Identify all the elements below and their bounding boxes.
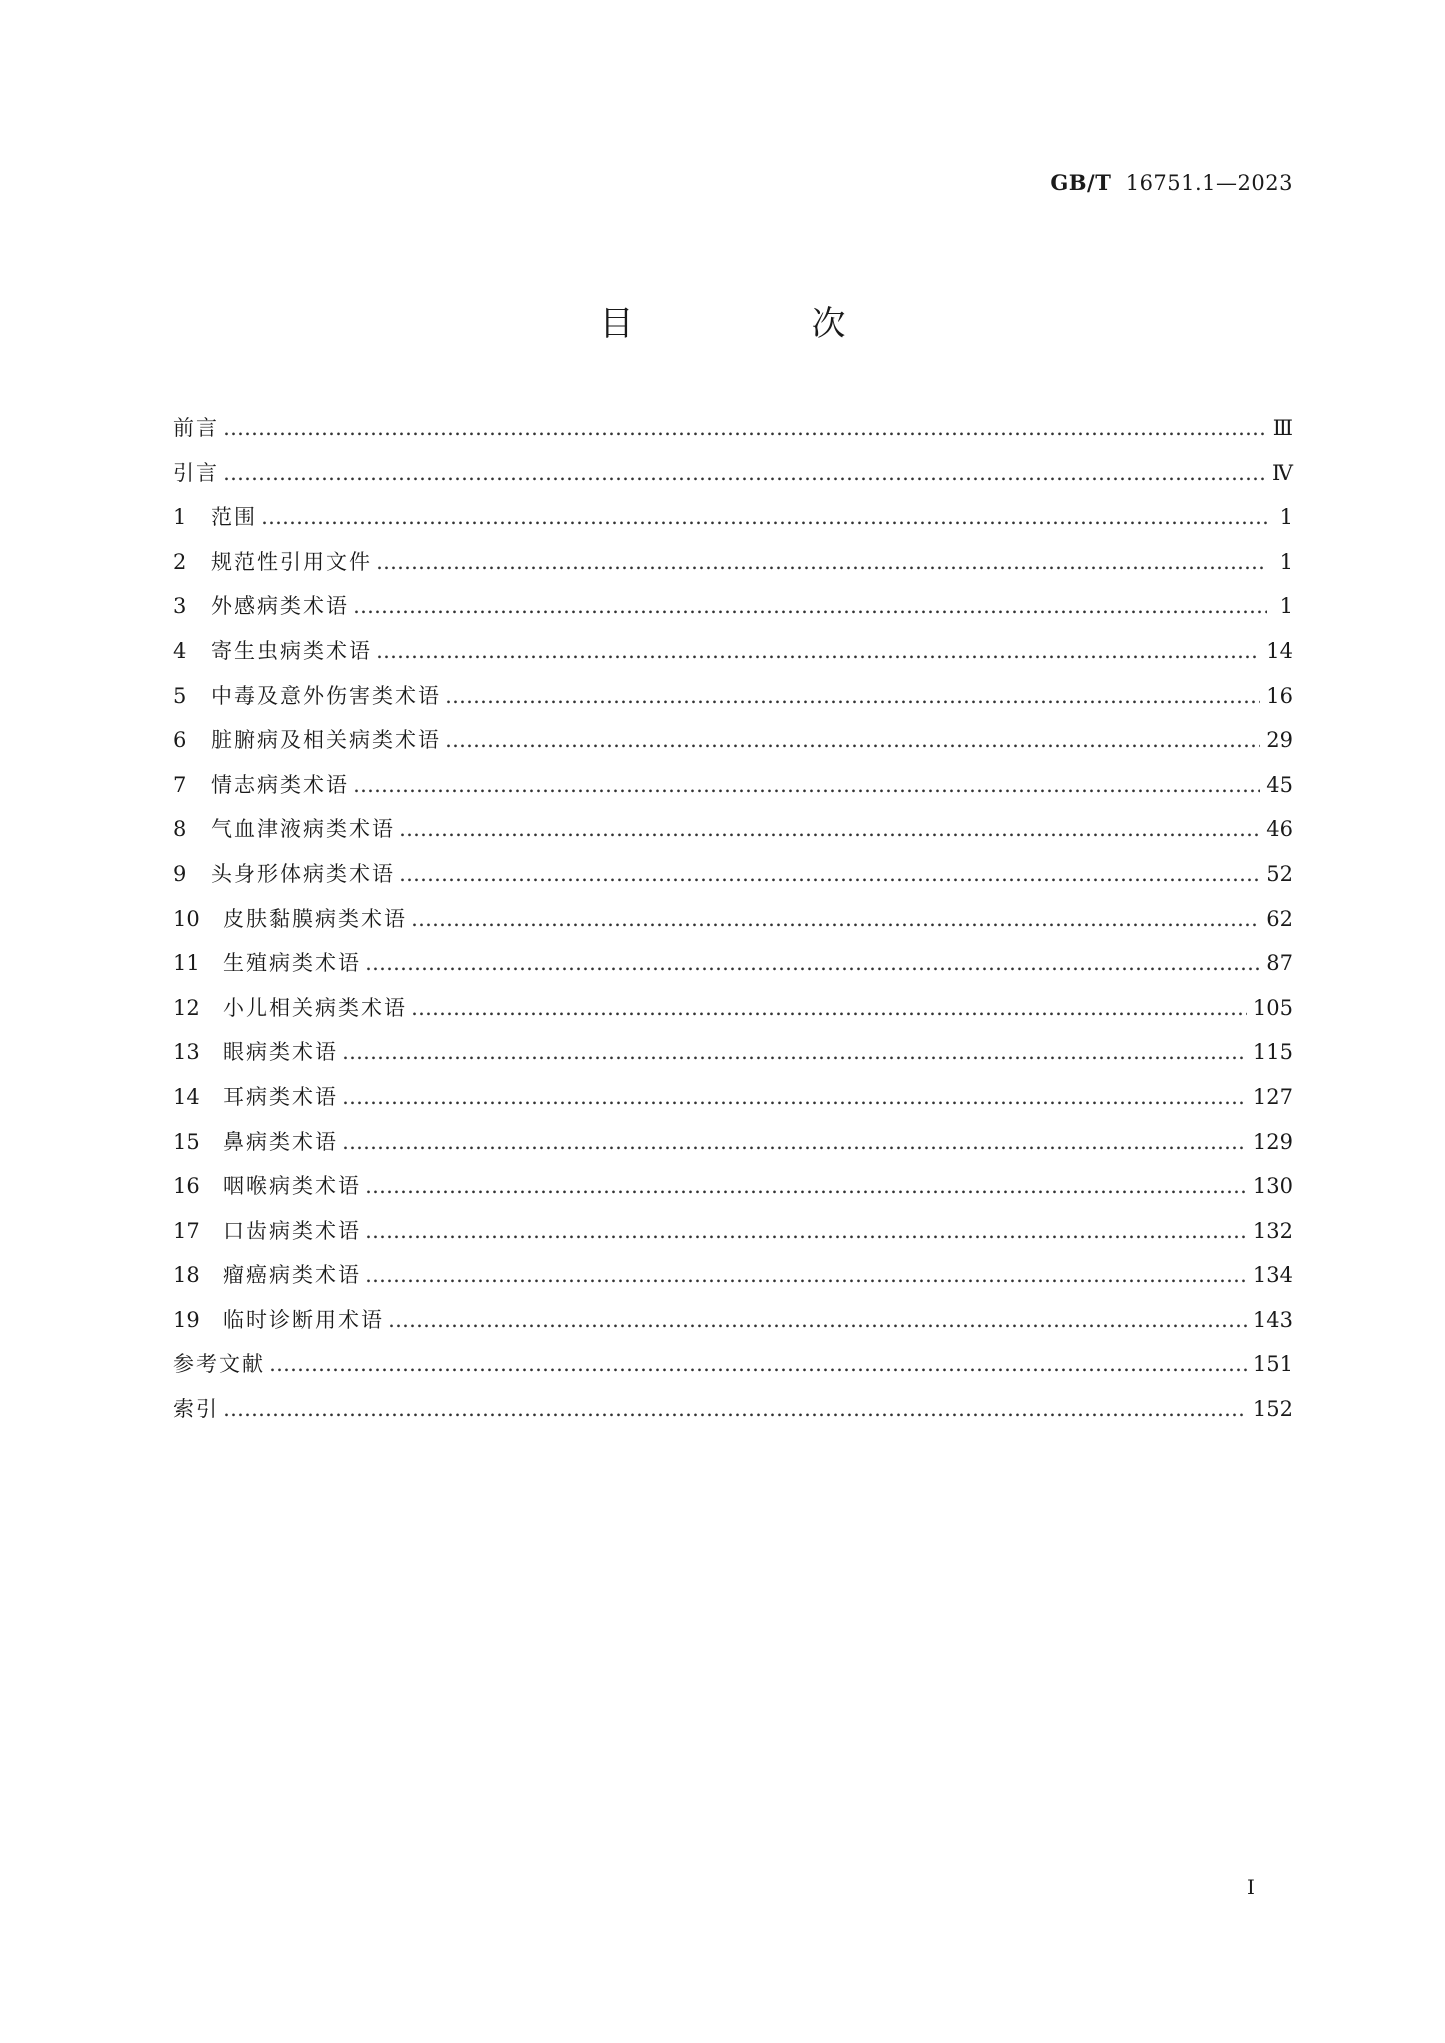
toc-entry-label: 气血津液病类术语 bbox=[211, 817, 395, 842]
toc-leader-dots bbox=[445, 684, 1260, 708]
toc-entry-label: 参考文献 bbox=[173, 1352, 265, 1377]
toc-entry-label: 头身形体病类术语 bbox=[211, 861, 395, 886]
toc-leader-dots bbox=[365, 1174, 1247, 1198]
standard-code-number: 16751.1—2023 bbox=[1125, 171, 1293, 195]
toc-entry-number: 4 bbox=[173, 638, 187, 663]
toc-entry[interactable] bbox=[173, 903, 1293, 948]
toc-leader-dots bbox=[399, 817, 1260, 841]
toc-entry[interactable] bbox=[173, 1348, 1293, 1393]
toc-entry[interactable] bbox=[173, 1170, 1293, 1215]
toc-entry-page: 129 bbox=[1252, 1129, 1293, 1154]
toc-entry-label: 外感病类术语 bbox=[211, 594, 349, 619]
toc-leader-dots bbox=[269, 1352, 1247, 1376]
toc-entry-number: 13 bbox=[173, 1040, 200, 1065]
toc-entry-page: 62 bbox=[1266, 906, 1293, 931]
toc-entry-number: 5 bbox=[173, 683, 187, 708]
toc-leader-dots bbox=[365, 1219, 1247, 1243]
toc-entry-label: 中毒及意外伤害类术语 bbox=[211, 683, 441, 708]
toc-entry-number: 18 bbox=[173, 1263, 200, 1288]
toc-leader-dots bbox=[365, 1263, 1247, 1287]
toc-entry-label: 生殖病类术语 bbox=[223, 951, 361, 976]
toc-entry-number: 10 bbox=[173, 906, 200, 931]
toc-leader-dots bbox=[342, 1085, 1247, 1109]
toc-leader-dots bbox=[376, 550, 1267, 574]
toc-entry-number: 8 bbox=[173, 817, 187, 842]
toc-entry-page: 87 bbox=[1266, 951, 1293, 976]
toc-entry-number: 11 bbox=[173, 951, 200, 976]
toc-entry-page: 45 bbox=[1266, 772, 1293, 797]
toc-leader-dots bbox=[388, 1308, 1247, 1332]
toc-entry-number: 14 bbox=[173, 1084, 200, 1109]
toc-leader-dots bbox=[399, 862, 1260, 886]
toc-leader-dots bbox=[223, 416, 1267, 440]
toc-entry-label: 引言 bbox=[173, 460, 219, 485]
toc-entry[interactable] bbox=[173, 590, 1293, 635]
toc-entry-page: 16 bbox=[1266, 683, 1293, 708]
toc-entry-label: 瘤癌病类术语 bbox=[223, 1263, 361, 1288]
toc-entry-page: 29 bbox=[1266, 728, 1293, 753]
toc-entry[interactable] bbox=[173, 1036, 1293, 1081]
toc-entry-number: 2 bbox=[173, 549, 187, 574]
toc-entry[interactable] bbox=[173, 769, 1293, 814]
page-title: 目 次 bbox=[599, 304, 918, 344]
toc-entry-page: 130 bbox=[1252, 1174, 1293, 1199]
toc-entry[interactable] bbox=[173, 1215, 1293, 1260]
toc-entry-page: 132 bbox=[1252, 1218, 1293, 1243]
toc-leader-dots bbox=[365, 951, 1260, 975]
standard-code-prefix: GB/T bbox=[1050, 170, 1112, 195]
toc-entry-page: 115 bbox=[1252, 1040, 1293, 1065]
toc-entry-number: 19 bbox=[173, 1307, 200, 1332]
toc-entry-label: 口齿病类术语 bbox=[223, 1218, 361, 1243]
toc-entry[interactable] bbox=[173, 501, 1293, 546]
toc-entry[interactable] bbox=[173, 813, 1293, 858]
toc-entry[interactable] bbox=[173, 724, 1293, 769]
toc-entry-number: 1 bbox=[173, 505, 187, 530]
toc-entry-number: 6 bbox=[173, 728, 187, 753]
toc-entry[interactable] bbox=[173, 947, 1293, 992]
toc-entry-page: 105 bbox=[1252, 995, 1293, 1020]
toc-entry-number: 15 bbox=[173, 1129, 200, 1154]
toc-entry-page: 1 bbox=[1279, 594, 1293, 619]
toc-leader-dots bbox=[342, 1040, 1247, 1064]
toc-entry-page: Ⅳ bbox=[1272, 460, 1293, 485]
toc-entry-label: 前言 bbox=[173, 416, 219, 440]
toc-entry-page: 14 bbox=[1266, 638, 1293, 663]
toc-leader-dots bbox=[223, 461, 1266, 485]
toc-entry-label: 寄生虫病类术语 bbox=[211, 638, 372, 663]
toc-entry-page: 46 bbox=[1266, 817, 1293, 842]
toc-entry[interactable] bbox=[173, 1259, 1293, 1304]
toc-leader-dots bbox=[411, 907, 1260, 931]
toc-entry[interactable] bbox=[173, 635, 1293, 680]
toc-entry-page: Ⅲ bbox=[1272, 416, 1293, 440]
toc-entry[interactable] bbox=[173, 1081, 1293, 1126]
toc-entry-label: 情志病类术语 bbox=[211, 772, 349, 797]
toc-leader-dots bbox=[223, 1397, 1247, 1421]
toc-entry-page: 127 bbox=[1252, 1084, 1293, 1109]
toc-leader-dots bbox=[342, 1130, 1247, 1154]
toc-entry[interactable] bbox=[173, 992, 1293, 1037]
toc-entry-label: 脏腑病及相关病类术语 bbox=[211, 728, 441, 753]
toc-entry-number: 7 bbox=[173, 772, 187, 797]
toc-entry-label: 鼻病类术语 bbox=[223, 1129, 338, 1154]
toc-entry-page: 52 bbox=[1266, 861, 1293, 886]
toc-entry-page: 143 bbox=[1252, 1307, 1293, 1332]
toc-entry[interactable] bbox=[173, 457, 1293, 502]
toc-entry[interactable] bbox=[173, 680, 1293, 725]
toc-entry[interactable] bbox=[173, 546, 1293, 591]
standard-code bbox=[1050, 170, 1293, 195]
toc-entry-page: 1 bbox=[1279, 549, 1293, 574]
toc-entry[interactable] bbox=[173, 412, 1293, 457]
toc-entry-label: 咽喉病类术语 bbox=[223, 1174, 361, 1199]
toc-entry-number: 16 bbox=[173, 1174, 200, 1199]
toc-leader-dots bbox=[353, 773, 1260, 797]
toc-entry-label: 皮肤黏膜病类术语 bbox=[223, 906, 407, 931]
toc-entry-label: 索引 bbox=[173, 1397, 219, 1422]
toc-entry-number: 9 bbox=[173, 861, 187, 886]
toc-entry-page: 152 bbox=[1252, 1397, 1293, 1422]
toc-entry-label: 临时诊断用术语 bbox=[223, 1307, 384, 1332]
toc-entry[interactable] bbox=[173, 1304, 1293, 1349]
toc-entry[interactable] bbox=[173, 1393, 1293, 1438]
toc-leader-dots bbox=[376, 639, 1260, 663]
toc-entry-number: 17 bbox=[173, 1218, 200, 1243]
toc-entry-page: 1 bbox=[1279, 505, 1293, 530]
toc-leader-dots bbox=[445, 728, 1260, 752]
toc-entry-number: 12 bbox=[173, 995, 200, 1020]
toc-leader-dots bbox=[353, 594, 1267, 618]
toc-leader-dots bbox=[261, 505, 1267, 529]
toc-entry-label: 眼病类术语 bbox=[223, 1040, 338, 1065]
table-of-contents bbox=[173, 412, 1293, 1438]
toc-entry-label: 范围 bbox=[211, 505, 257, 530]
toc-entry-label: 规范性引用文件 bbox=[211, 549, 372, 574]
toc-entry-page: 134 bbox=[1252, 1263, 1293, 1288]
toc-entry-label: 耳病类术语 bbox=[223, 1084, 338, 1109]
toc-entry[interactable] bbox=[173, 1126, 1293, 1171]
toc-entry-page: 151 bbox=[1252, 1352, 1293, 1377]
toc-leader-dots bbox=[411, 996, 1247, 1020]
toc-entry-label: 小儿相关病类术语 bbox=[223, 995, 407, 1020]
toc-entry-number: 3 bbox=[173, 594, 187, 619]
toc-entry[interactable] bbox=[173, 858, 1293, 903]
page-number: I bbox=[1247, 1875, 1255, 1899]
